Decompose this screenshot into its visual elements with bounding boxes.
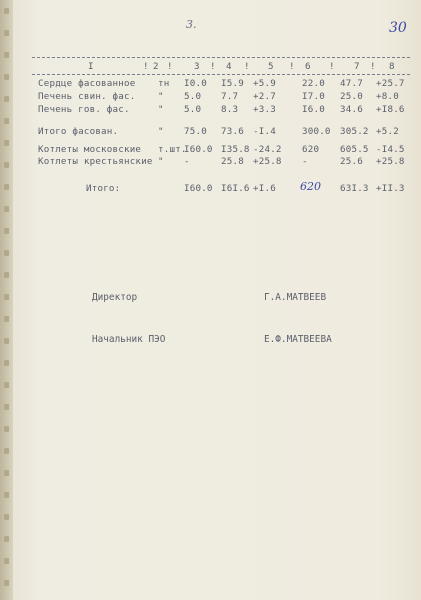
- cell-diff-ytd: +II.3: [376, 183, 405, 194]
- cell-plan: I60.0: [184, 183, 213, 194]
- binding-hole: [4, 338, 9, 344]
- cell-diff-ytd: +25.8: [376, 156, 405, 167]
- signature-title-director: Директор: [92, 292, 138, 303]
- cell-plan: -: [184, 156, 190, 167]
- page-number-handwritten: 3.: [186, 18, 197, 31]
- cell-plan: 5.0: [184, 91, 202, 102]
- col-header-5: 5: [268, 61, 274, 72]
- binding-hole: [4, 470, 9, 476]
- binding-hole: [4, 404, 9, 410]
- total-label: Итого:: [86, 183, 121, 194]
- cell-actual: 73.6: [221, 126, 244, 137]
- cell-actual: I35.8: [221, 144, 250, 155]
- col-separator: !: [370, 61, 376, 72]
- binding-hole: [4, 294, 9, 300]
- archive-sheet-number: 30: [389, 20, 407, 36]
- binding-hole: [4, 250, 9, 256]
- cell-actual: 8.3: [221, 104, 239, 115]
- cell-diff-ytd: +I8.6: [376, 104, 405, 115]
- col-header-2: 2: [153, 61, 159, 72]
- binding-hole: [4, 206, 9, 212]
- cell-diff: +I.6: [253, 183, 276, 194]
- binding-hole: [4, 360, 9, 366]
- signature-title-peo: Начальник ПЭО: [92, 334, 166, 345]
- header-rule-top: [32, 57, 410, 58]
- cell-diff: -24.2: [253, 144, 282, 155]
- cell-plan-ytd: I7.0: [302, 91, 325, 102]
- cell-actual-ytd: 605.5: [340, 144, 369, 155]
- row-unit: ": [158, 156, 164, 167]
- col-separator: !: [210, 61, 216, 72]
- cell-plan: 5.0: [184, 104, 202, 115]
- row-unit: ": [158, 126, 164, 137]
- cell-actual-ytd: 63I.3: [340, 183, 369, 194]
- cell-diff: +25.8: [253, 156, 282, 167]
- row-unit: тн: [158, 78, 170, 89]
- cell-plan-ytd: I6.0: [302, 104, 325, 115]
- row-unit: ": [158, 104, 164, 115]
- cell-plan-ytd: -: [302, 156, 308, 167]
- table-row: [0, 91, 421, 103]
- cell-diff-ytd: +25.7: [376, 78, 405, 89]
- cell-diff: +2.7: [253, 91, 276, 102]
- cell-diff-ytd: +5.2: [376, 126, 399, 137]
- cell-plan-ytd: 300.0: [302, 126, 331, 137]
- binding-hole: [4, 514, 9, 520]
- table-row: [0, 144, 421, 156]
- col-header-3: 3: [194, 61, 200, 72]
- row-name: Итого фасован.: [38, 126, 119, 137]
- cell-diff: +5.9: [253, 78, 276, 89]
- cell-diff: +3.3: [253, 104, 276, 115]
- col-separator: !: [329, 61, 335, 72]
- table-row: [0, 156, 421, 168]
- row-name: Котлеты московские: [38, 144, 142, 155]
- cell-actual-ytd: 47.7: [340, 78, 363, 89]
- header-rule-bottom: [32, 74, 410, 75]
- handwritten-plan-ytd: 620: [300, 180, 321, 193]
- cell-plan-ytd: 620: [302, 144, 320, 155]
- cell-actual-ytd: 25.0: [340, 91, 363, 102]
- cell-diff-ytd: -I4.5: [376, 144, 405, 155]
- binding-hole: [4, 228, 9, 234]
- signature-name-peo: Е.Ф.МАТВЕЕВА: [264, 334, 332, 345]
- cell-plan: I0.0: [184, 78, 207, 89]
- col-separator: !: [143, 61, 149, 72]
- binding-hole: [4, 272, 9, 278]
- binding-holes: [2, 0, 11, 600]
- binding-hole: [4, 448, 9, 454]
- col-header-7: 7: [354, 61, 360, 72]
- binding-edge: [0, 0, 13, 600]
- row-name: Печень гов. фас.: [38, 104, 130, 115]
- table-header: [0, 61, 421, 73]
- row-name: Сердце фасованное: [38, 78, 136, 89]
- binding-hole: [4, 52, 9, 58]
- cell-diff-ytd: +8.0: [376, 91, 399, 102]
- cell-plan: I60.0: [184, 144, 213, 155]
- binding-hole: [4, 382, 9, 388]
- binding-hole: [4, 30, 9, 36]
- col-separator: !: [289, 61, 295, 72]
- binding-hole: [4, 580, 9, 586]
- col-separator: !: [167, 61, 173, 72]
- binding-hole: [4, 8, 9, 14]
- cell-actual: I6I.6: [221, 183, 250, 194]
- binding-hole: [4, 492, 9, 498]
- cell-actual-ytd: 305.2: [340, 126, 369, 137]
- binding-hole: [4, 316, 9, 322]
- binding-hole: [4, 536, 9, 542]
- row-unit: т.шт.: [158, 144, 187, 155]
- col-header-4: 4: [226, 61, 232, 72]
- col-header-6: 6: [305, 61, 311, 72]
- row-name: Печень свин. фас.: [38, 91, 136, 102]
- total-row: [0, 180, 421, 195]
- table-row: [0, 104, 421, 116]
- row-unit: ": [158, 91, 164, 102]
- cell-diff: -I.4: [253, 126, 276, 137]
- col-separator: !: [244, 61, 250, 72]
- cell-actual: 25.8: [221, 156, 244, 167]
- cell-actual: 7.7: [221, 91, 239, 102]
- signature-name-director: Г.А.МАТВЕЕВ: [264, 292, 327, 303]
- binding-hole: [4, 118, 9, 124]
- binding-hole: [4, 558, 9, 564]
- cell-actual-ytd: 25.6: [340, 156, 363, 167]
- table-row: [0, 78, 421, 90]
- cell-actual-ytd: 34.6: [340, 104, 363, 115]
- binding-hole: [4, 426, 9, 432]
- table-row: [0, 126, 421, 138]
- col-header-1: I: [88, 61, 94, 72]
- cell-plan: 75.0: [184, 126, 207, 137]
- cell-plan-ytd: 22.0: [302, 78, 325, 89]
- col-header-8: 8: [389, 61, 395, 72]
- row-name: Котлеты крестьянские: [38, 156, 153, 167]
- cell-actual: I5.9: [221, 78, 244, 89]
